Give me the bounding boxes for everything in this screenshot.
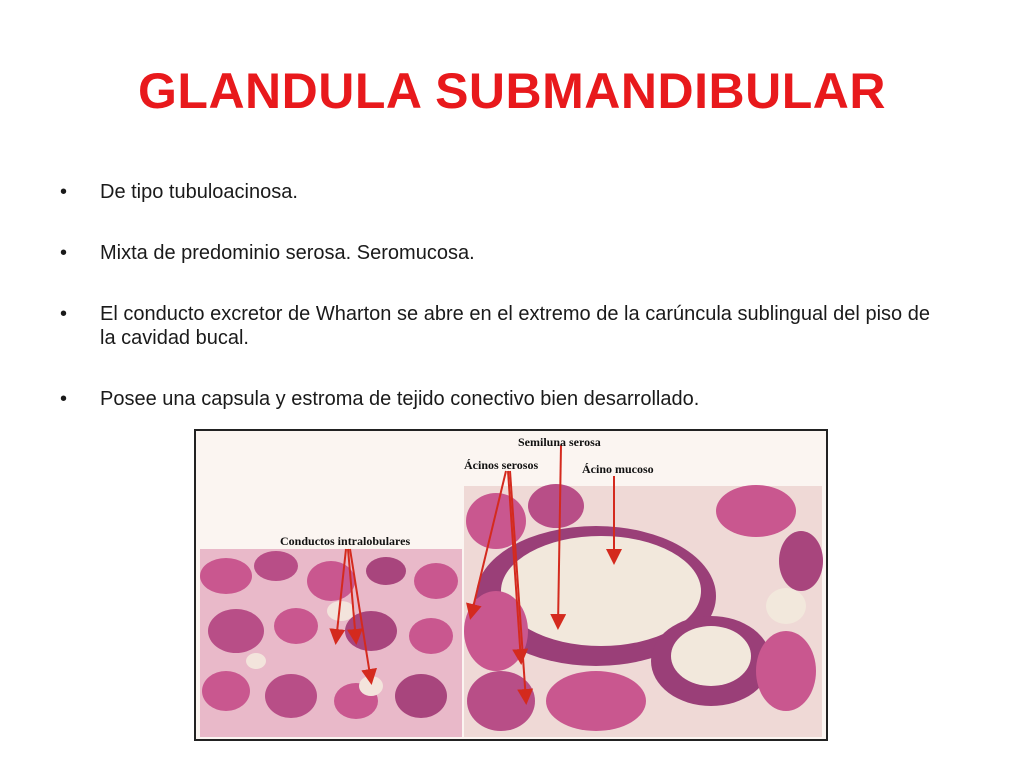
bullet-text: Mixta de predominio serosa. Seromucosa. bbox=[100, 242, 475, 264]
histology-figure bbox=[194, 429, 828, 741]
bullet-icon: • bbox=[60, 181, 68, 203]
bullet-item bbox=[60, 387, 930, 411]
bullet-item bbox=[60, 180, 930, 204]
bullet-icon: • bbox=[60, 388, 68, 410]
bullet-icon: • bbox=[60, 242, 68, 264]
bullet-item bbox=[60, 241, 930, 265]
bullet-item bbox=[60, 302, 930, 350]
label-acinos-serosos: Ácinos serosos bbox=[464, 458, 539, 472]
bullet-text: De tipo tubuloacinosa. bbox=[100, 181, 298, 203]
label-conductos-intralobulares: Conductos intralobulares bbox=[280, 534, 411, 548]
bullet-text: El conducto excretor de Wharton se abre en el extremo de la carúncula sublingual del piso de la cavidad bucal. bbox=[100, 303, 930, 349]
label-acino-mucoso: Ácino mucoso bbox=[582, 462, 654, 476]
bullet-text: Posee una capsula y estroma de tejido conectivo bien desarrollado. bbox=[100, 388, 700, 410]
label-semiluna-serosa: Semiluna serosa bbox=[518, 435, 601, 449]
bullet-list bbox=[60, 180, 930, 411]
bullet-icon: • bbox=[60, 303, 68, 325]
histology-micrograph bbox=[196, 431, 826, 739]
slide-title: GLANDULA SUBMANDIBULAR bbox=[138, 63, 886, 119]
left-tissue-panel bbox=[200, 549, 462, 737]
